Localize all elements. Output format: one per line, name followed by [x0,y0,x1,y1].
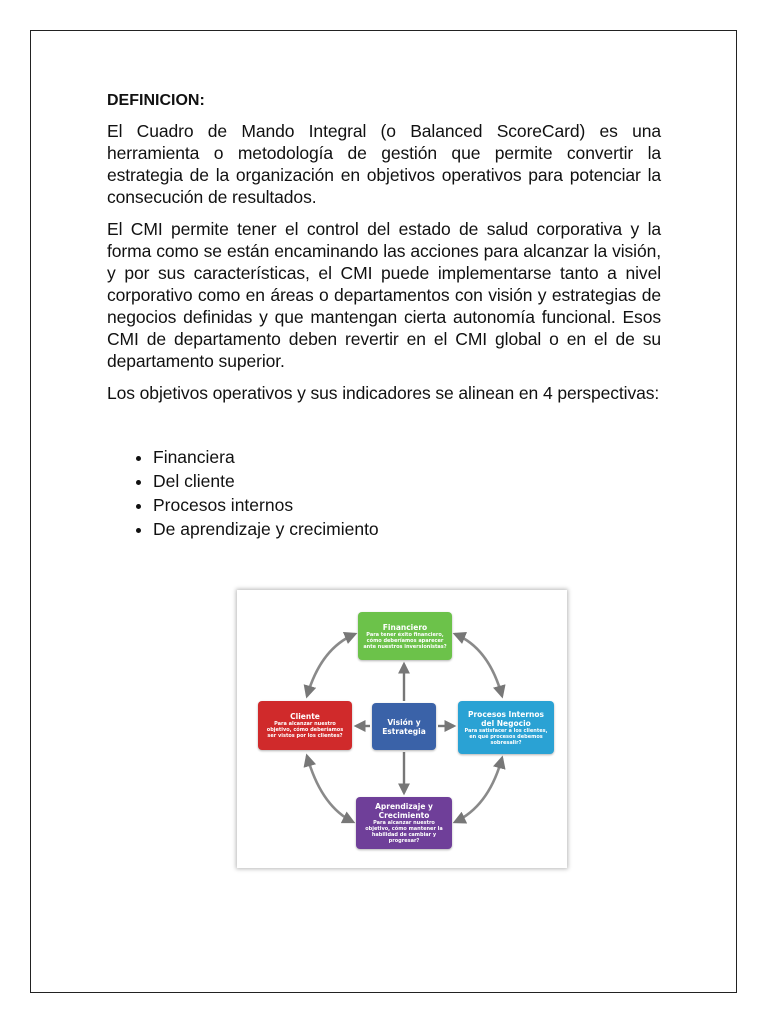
paragraph-perspectives-intro: Los objetivos operativos y sus indicadores se alinean en 4 perspectivas: [107,383,660,403]
box-aprendizaje [356,797,452,849]
box-vision-title: Visión y Estrategia [382,717,426,736]
list-item: • Financiera [153,445,661,469]
box-vision-estrategia [372,703,436,750]
arrow-financiero-cliente [307,634,355,696]
arrow-financiero-procesos [455,634,502,696]
arrow-cliente-aprendizaje [307,756,353,822]
section-heading: DEFINICION: [107,92,205,109]
box-procesos-desc: Para satisfacer a los clientes, en qué procesos debemos sobresalir? [464,727,548,746]
list-item: • Procesos internos [153,493,661,517]
box-cliente [258,701,352,750]
perspectives-list [107,445,661,541]
box-financiero-title: Financiero [382,622,428,632]
box-cliente-desc: Para alcanzar nuestro objetivo, cómo deberíamos ser vistos por los clientes? [266,721,344,739]
box-aprendizaje-desc: Para alcanzar nuestro objetivo, cómo mantener la habilidad de cambiar y progresar? [365,820,443,844]
box-procesos-internos [458,701,554,754]
balanced-scorecard-diagram [237,590,567,868]
box-financiero [358,612,452,660]
paragraph-definition: El Cuadro de Mando Integral (o Balanced ScoreCard) es una herramienta o metodología de gestión que permite convertir la estrategia de la organización en objetivos operativos para potenciar la consecución de resultados. [107,121,661,207]
document-body [107,90,661,541]
paragraph-cmi-control: El CMI permite tener el control del estado de salud corporativa y la forma como se están encaminando las acciones para alcanzar la visión, y por sus características, el CMI puede implementarse tanto a nivel corporativo como en áreas o departamentos con visión y estrategias de negocios definidas y que mantengan cierta autonomía funcional. Esos CMI de departamento deben revertir en el CMI global o en el de su departamento superior. [107,219,661,371]
list-item: • Del cliente [153,469,661,493]
list-item: • De aprendizaje y crecimiento [153,517,661,541]
arrow-procesos-aprendizaje [455,758,502,822]
box-financiero-desc: Para tener éxito financiero, cómo deberíamos aparecer ante nuestros inversionistas? [363,631,447,650]
box-aprendizaje-title: Aprendizaje y Crecimiento [375,802,433,820]
box-procesos-title: Procesos Internos del Negocio [467,709,545,728]
box-cliente-title: Cliente [290,712,320,721]
